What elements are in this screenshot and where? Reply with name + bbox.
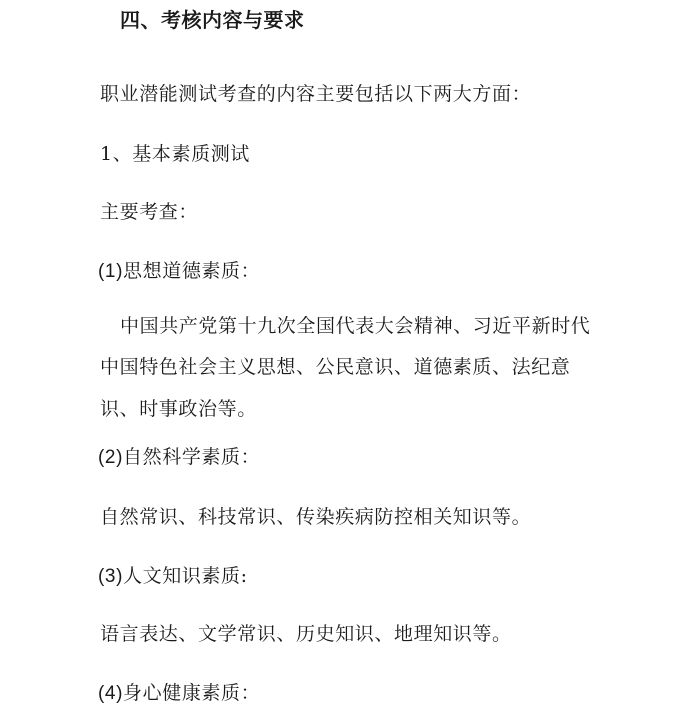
item2-title: 自然科学素质： — [123, 446, 261, 468]
item1-title: 思想道德素质： — [123, 260, 261, 282]
item1-body-line-1: 中国共产党第十九次全国代表大会精神、习近平新时代 — [120, 315, 591, 337]
item2-number: (2) — [98, 447, 124, 468]
item1-heading — [98, 262, 260, 281]
item4-heading — [98, 684, 260, 703]
intro-paragraph: 职业潜能测试考查的内容主要包括以下两大方面： — [100, 83, 532, 105]
item4-title: 身心健康素质： — [123, 682, 261, 704]
item4-number: (4) — [98, 683, 124, 704]
section-heading: 四、考核内容与要求 — [120, 8, 305, 32]
item1-number: (1) — [98, 261, 124, 282]
item2-heading — [98, 448, 260, 467]
item3-number: (3) — [98, 566, 124, 587]
item3-title: 人文知识素质: — [123, 565, 248, 587]
part1-title: 1、基本素质测试 — [100, 143, 250, 165]
main-check-label: 主要考查： — [100, 201, 199, 223]
item1-body-line-2: 中国特色社会主义思想、公民意识、道德素质、法纪意 — [100, 356, 571, 378]
item2-body: 自然常识、科技常识、传染疾病防控相关知识等。 — [100, 506, 532, 528]
item3-heading — [98, 567, 248, 586]
item1-body-line-3: 识、时事政治等。 — [100, 398, 257, 420]
item3-body: 语言表达、文学常识、历史知识、地理知识等。 — [100, 623, 512, 645]
